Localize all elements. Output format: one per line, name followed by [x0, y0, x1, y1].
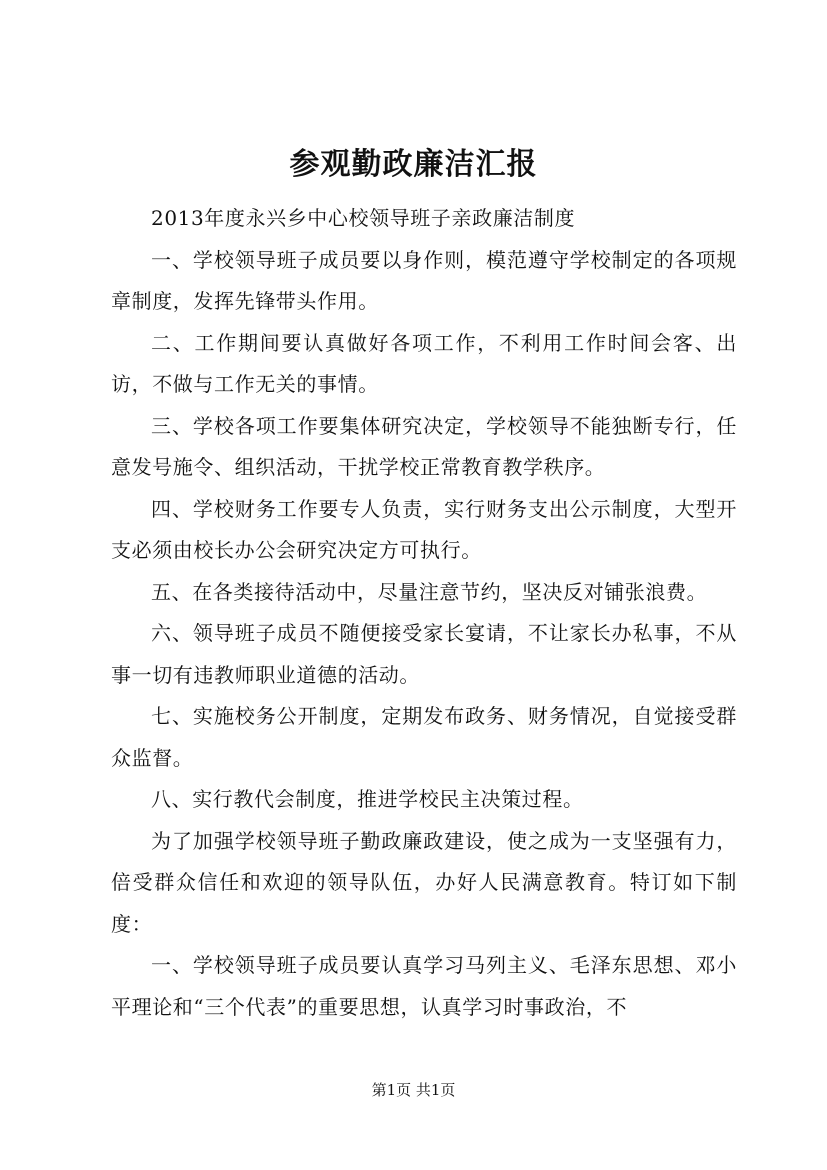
paragraph-subtitle: 2013年度永兴乡中心校领导班子亲政廉洁制度: [151, 206, 576, 230]
paragraph-rule-5: 五、在各类接待活动中，尽量注意节约，坚决反对铺张浪费。: [151, 579, 708, 604]
paragraph-rule-2: 二、工作期间要认真做好各项工作，不利用工作时间会客、出访，不做与工作无关的事情。: [111, 330, 737, 396]
document-body: [111, 198, 737, 1028]
paragraph-rule-7: 七、实施校务公开制度，定期发布政务、财务情况，自觉接受群众监督。: [111, 704, 737, 770]
paragraph-intro: 为了加强学校领导班子勤政廉政建设，使之成为一支坚强有力，倍受群众信任和欢迎的领导队伍，办好人民满意教育。特订如下制度：: [111, 828, 737, 936]
paragraph-rule-8: 八、实行教代会制度，推进学校民主决策过程。: [151, 787, 584, 811]
paragraph-rule-6: 六、领导班子成员不随便接受家长宴请，不让家长办私事，不从事一切有违教师职业道德的活动。: [111, 621, 737, 687]
paragraph-rule-4: 四、学校财务工作要专人负责，实行财务支出公示制度，大型开支必须由校长办公会研究决定方可执行。: [111, 496, 737, 562]
paragraph-rule-3: 三、学校各项工作要集体研究决定，学校领导不能独断专行，任意发号施令、组织活动，干扰学校正常教育教学秩序。: [111, 413, 737, 479]
paragraph-second-rule-1: 一、学校领导班子成员要认真学习马列主义、毛泽东思想、邓小平理论和“三个代表”的重要思想，认真学习时事政治，不: [111, 953, 737, 1019]
document-title: 参观勤政廉洁汇报: [289, 147, 538, 182]
page-number-footer: 第1页 共1页: [371, 1081, 456, 1099]
paragraph-rule-1: 一、学校领导班子成员要以身作则，模范遵守学校制定的各项规章制度，发挥先锋带头作用。: [111, 247, 737, 313]
